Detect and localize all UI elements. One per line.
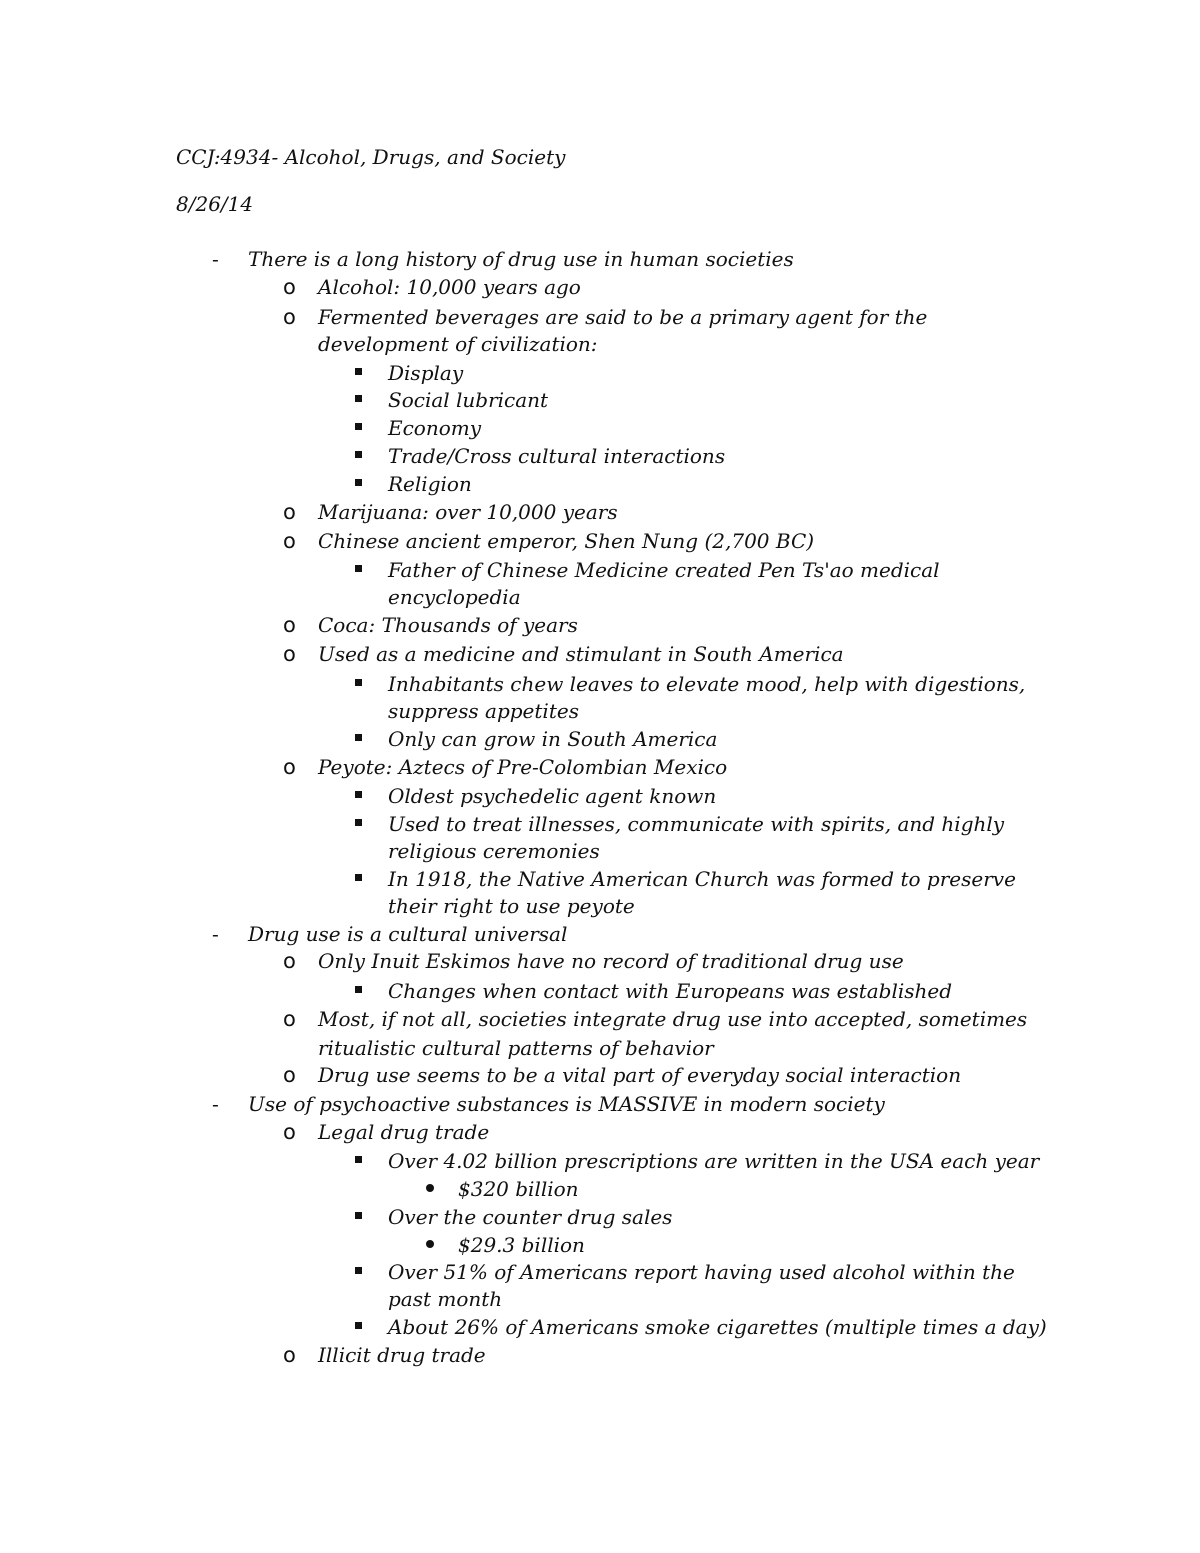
circle-bullet: o — [283, 1007, 296, 1031]
dash-bullet: - — [212, 247, 219, 271]
circle-bullet: o — [283, 275, 296, 299]
note-line: Used to treat illnesses, communicate with spirits, and highly — [388, 812, 1005, 836]
note-line: Alcohol: 10,000 years ago — [318, 275, 581, 299]
square-bullet-icon — [355, 451, 362, 458]
circle-bullet: o — [283, 949, 296, 973]
note-line: Drug use seems to be a vital part of everyday social interaction — [318, 1063, 962, 1087]
square-bullet-icon — [355, 395, 362, 402]
square-bullet-icon — [355, 1322, 362, 1329]
square-bullet-icon — [355, 986, 362, 993]
circle-bullet: o — [283, 500, 296, 524]
circle-bullet: o — [283, 1063, 296, 1087]
note-line: Chinese ancient emperor, Shen Nung (2,700 BC) — [318, 529, 815, 553]
square-bullet-icon — [355, 1212, 362, 1219]
note-line: Coca: Thousands of years — [318, 613, 578, 637]
note-line: Only can grow in South America — [388, 727, 718, 751]
note-line: $320 billion — [458, 1177, 579, 1201]
note-line-continued: their right to use peyote — [388, 894, 635, 918]
note-line: Oldest psychedelic agent known — [388, 784, 717, 808]
note-date: 8/26/14 — [176, 192, 254, 216]
dash-bullet: - — [212, 1092, 219, 1116]
note-line: Used as a medicine and stimulant in South America — [318, 642, 844, 666]
circle-bullet: o — [283, 1343, 296, 1367]
square-bullet-icon — [355, 791, 362, 798]
round-bullet-icon — [426, 1240, 434, 1248]
note-line: About 26% of Americans smoke cigarettes (multiple times a day) — [388, 1315, 1047, 1339]
circle-bullet: o — [283, 613, 296, 637]
note-line: Only Inuit Eskimos have no record of traditional drug use — [318, 949, 904, 973]
dash-bullet: - — [212, 922, 219, 946]
square-bullet-icon — [355, 819, 362, 826]
note-line: Over the counter drug sales — [388, 1205, 673, 1229]
note-line-continued: encyclopedia — [388, 585, 521, 609]
note-line-continued: past month — [388, 1287, 503, 1311]
square-bullet-icon — [355, 734, 362, 741]
note-line: Illicit drug trade — [318, 1343, 486, 1367]
note-line: Legal drug trade — [318, 1120, 490, 1144]
square-bullet-icon — [355, 679, 362, 686]
note-line: Drug use is a cultural universal — [248, 922, 568, 946]
note-line-continued: religious ceremonies — [388, 839, 600, 863]
note-line-continued: suppress appetites — [388, 699, 579, 723]
note-line: Over 4.02 billion prescriptions are written in the USA each year — [388, 1149, 1040, 1173]
circle-bullet: o — [283, 755, 296, 779]
square-bullet-icon — [355, 565, 362, 572]
note-line: Changes when contact with Europeans was established — [388, 979, 953, 1003]
note-line: Economy — [388, 416, 482, 440]
note-line-continued: ritualistic cultural patterns of behavior — [318, 1036, 714, 1060]
square-bullet-icon — [355, 479, 362, 486]
square-bullet-icon — [355, 1156, 362, 1163]
note-line: Social lubricant — [388, 388, 549, 412]
note-line: In 1918, the Native American Church was formed to preserve — [388, 867, 1016, 891]
circle-bullet: o — [283, 305, 296, 329]
note-line: Religion — [388, 472, 472, 496]
square-bullet-icon — [355, 874, 362, 881]
square-bullet-icon — [355, 423, 362, 430]
square-bullet-icon — [355, 368, 362, 375]
note-line: Over 51% of Americans report having used alcohol within the — [388, 1260, 1015, 1284]
round-bullet-icon — [426, 1184, 434, 1192]
square-bullet-icon — [355, 1267, 362, 1274]
circle-bullet: o — [283, 1120, 296, 1144]
note-line-continued: development of civilization: — [318, 332, 598, 356]
note-line: Father of Chinese Medicine created Pen Ts'ao medical — [388, 558, 940, 582]
note-line: Marijuana: over 10,000 years — [318, 500, 618, 524]
note-line: Use of psychoactive substances is MASSIVE in modern society — [248, 1092, 885, 1116]
note-line: Trade/Cross cultural interactions — [388, 444, 726, 468]
circle-bullet: o — [283, 529, 296, 553]
note-line: There is a long history of drug use in human societies — [248, 247, 794, 271]
note-line: Most, if not all, societies integrate drug use into accepted, sometimes — [318, 1007, 1028, 1031]
note-line: Peyote: Aztecs of Pre-Colombian Mexico — [318, 755, 728, 779]
note-line: Display — [388, 361, 464, 385]
course-title: CCJ:4934- Alcohol, Drugs, and Society — [176, 145, 566, 169]
note-line: Fermented beverages are said to be a primary agent for the — [318, 305, 928, 329]
note-line: Inhabitants chew leaves to elevate mood, help with digestions, — [388, 672, 1026, 696]
circle-bullet: o — [283, 642, 296, 666]
note-line: $29.3 billion — [458, 1233, 585, 1257]
